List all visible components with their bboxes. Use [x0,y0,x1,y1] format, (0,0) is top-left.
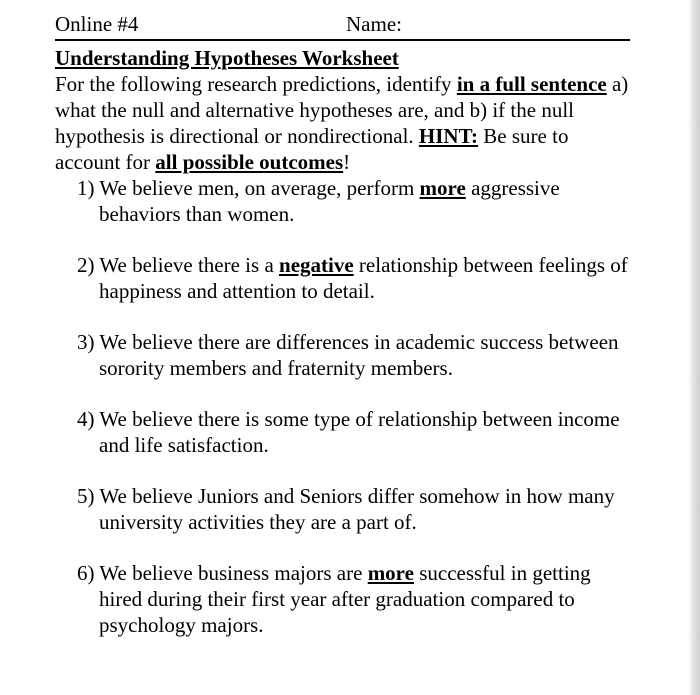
intro-text-4: ! [343,150,351,174]
question-text: We believe men, on average, perform [99,176,420,200]
question-number: 3) [77,330,95,354]
question-number: 5) [77,484,95,508]
intro-text-1: For the following research predictions, identify [55,72,457,96]
header-rule [55,39,630,41]
question-text: We believe Juniors and Seniors differ somehow in how many university activities they are a part of. [99,484,615,534]
question-emphasis: more [419,176,466,200]
document-body [55,0,630,663]
header-row [55,9,630,41]
question-emphasis: negative [279,253,354,277]
question-number: 6) [77,561,95,585]
intro-emphasis-outcomes: all possible outcomes [155,150,344,174]
question-number: 1) [77,176,95,200]
question-emphasis: more [367,561,414,585]
page-edge-shadow [688,0,700,695]
question-text: We believe business majors are [99,561,368,585]
question-text: We believe there are differences in academic success between sorority members and fraternity members. [99,330,619,380]
course-label: Online #4 [55,12,139,36]
question-item-6 [77,560,630,638]
question-number: 2) [77,253,95,277]
intro-text-2: a) what the null and alternative hypotheses are, and b) if the null hypothesis is directional or nondirectional. [55,72,629,148]
question-item-5 [77,483,630,535]
question-item-4 [77,406,630,458]
instructions-paragraph [55,71,630,175]
question-text: aggressive behaviors than women. [99,176,560,226]
question-text: We believe there is a [99,253,280,277]
question-text: We believe there is some type of relationship between income and life satisfaction. [99,407,620,457]
question-item-3 [77,329,630,381]
question-text: successful in getting hired during their first year after graduation compared to psychology majors. [99,561,591,637]
question-number: 4) [77,407,95,431]
name-label: Name: [346,12,402,36]
question-text: relationship between feelings of happiness and attention to detail. [99,253,628,303]
question-item-2 [77,252,630,304]
intro-emphasis-full-sentence: in a full sentence [456,72,607,96]
intro-text-3: Be sure to account for [55,124,569,174]
worksheet-title: Understanding Hypotheses Worksheet [55,46,399,70]
question-list [77,175,630,638]
intro-emphasis-hint: HINT: [418,124,479,148]
question-item-1 [77,175,630,227]
